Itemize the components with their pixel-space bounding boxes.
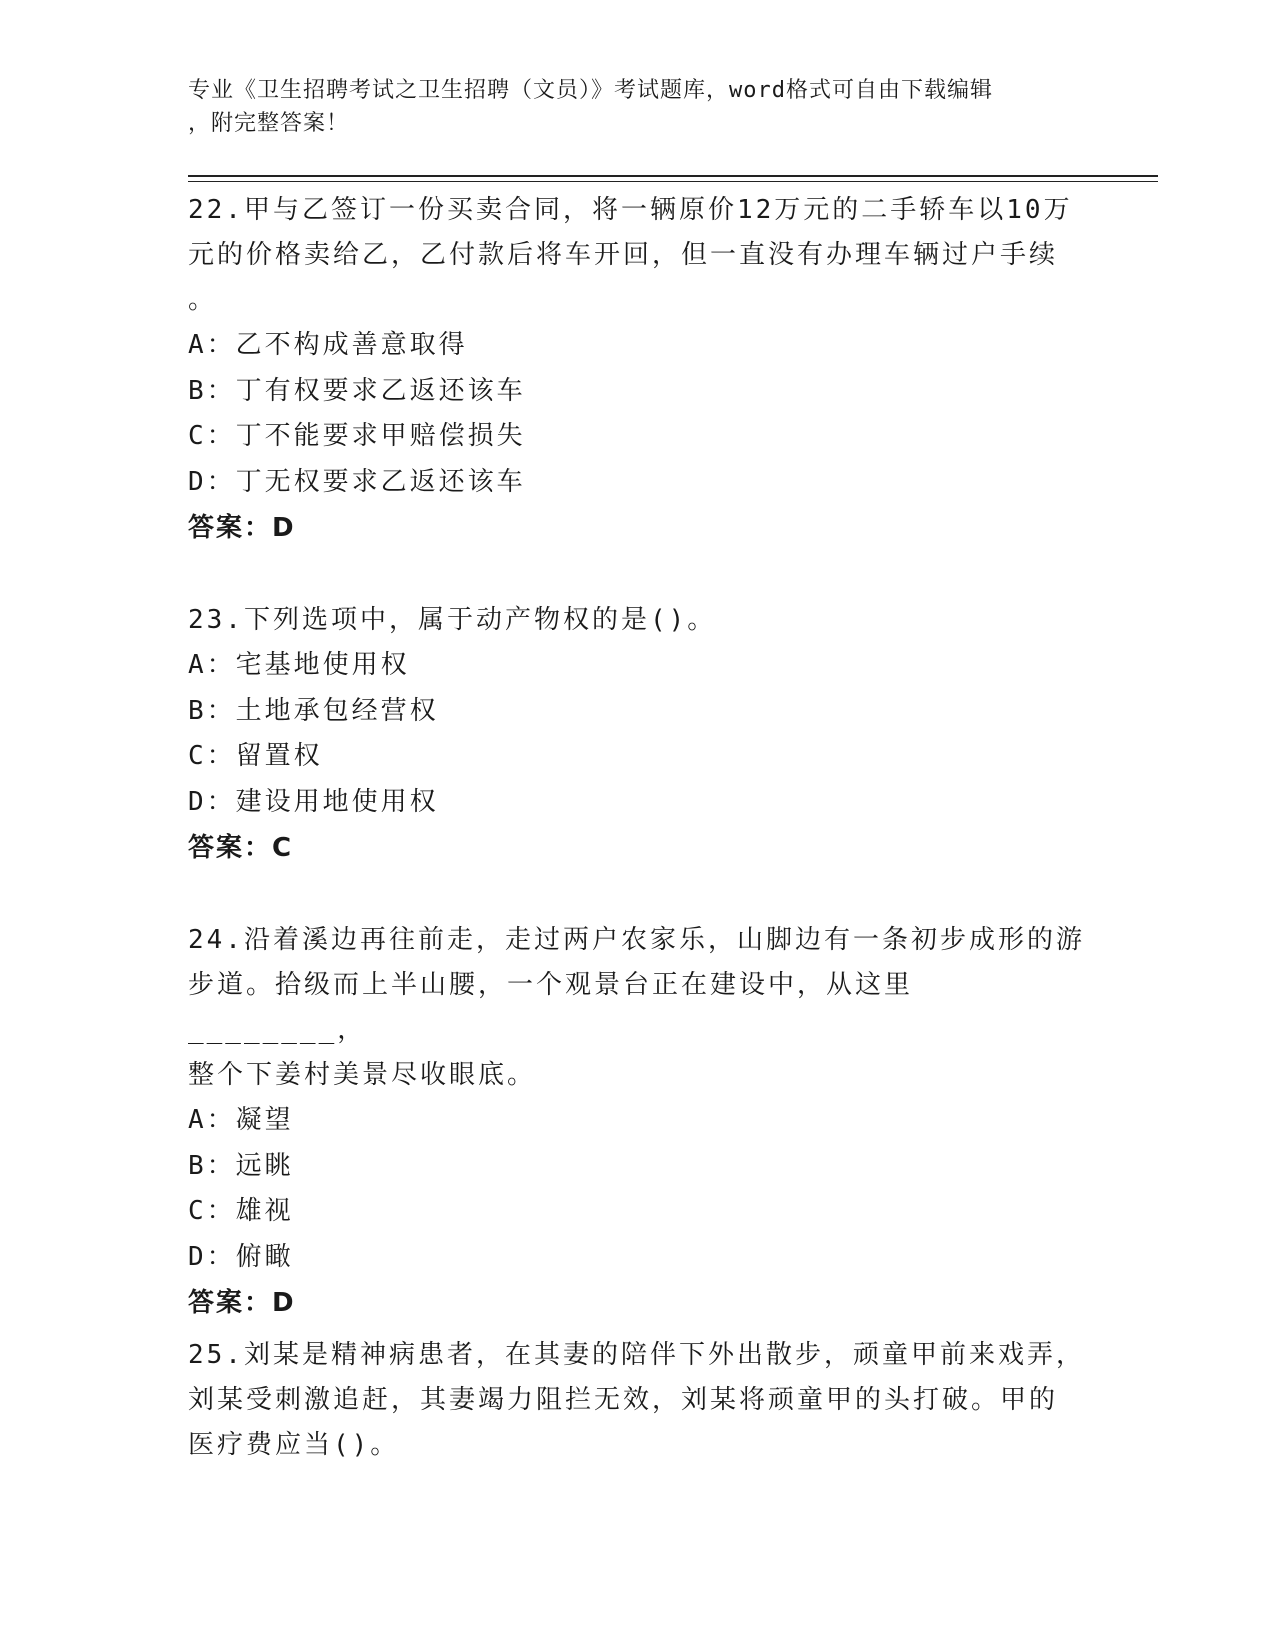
option-b: B：丁有权要求乙返还该车 xyxy=(188,375,526,406)
option-d: D：俯瞰 xyxy=(188,1241,294,1272)
question-stem-line: 医疗费应当()。 xyxy=(188,1430,400,1460)
option-c: C：雄视 xyxy=(188,1196,294,1226)
option-a: A：乙不构成善意取得 xyxy=(188,330,468,360)
header-divider-top xyxy=(188,175,1158,177)
option-a: A：宅基地使用权 xyxy=(188,650,410,680)
question-stem-line: 步道。拾级而上半山腰，一个观景台正在建设中，从这里________， xyxy=(188,970,914,1045)
question-22 xyxy=(188,188,1088,551)
question-stem-line: 元的价格卖给乙，乙付款后将车开回，但一直没有办理车辆过户手续 xyxy=(188,240,1059,270)
option-b: B：土地承包经营权 xyxy=(188,695,439,726)
question-stem-line: 整个下姜村美景尽收眼底。 xyxy=(188,1060,537,1090)
header-divider-bottom xyxy=(188,181,1158,182)
option-d: D：建设用地使用权 xyxy=(188,786,439,817)
option-c: C：留置权 xyxy=(188,741,323,771)
option-d: D：丁无权要求乙返还该车 xyxy=(188,466,526,497)
question-25 xyxy=(188,1333,1088,1468)
question-stem-line: 25.刘某是精神病患者，在其妻的陪伴下外出散步，顽童甲前来戏弄， xyxy=(188,1340,1085,1370)
answer-line: 答案：D xyxy=(188,513,296,543)
answer-line: 答案：C xyxy=(188,833,294,863)
option-c: C：丁不能要求甲赔偿损失 xyxy=(188,421,526,451)
question-23 xyxy=(188,598,1088,871)
header-line-2: ，附完整答案！ xyxy=(188,111,350,136)
question-stem-line: 刘某受刺激追赶，其妻竭力阻拦无效，刘某将顽童甲的头打破。甲的 xyxy=(188,1385,1059,1415)
header-line-1: 专业《卫生招聘考试之卫生招聘（文员）》考试题库，word格式可自由下载编辑 xyxy=(188,78,993,103)
option-a: A：凝望 xyxy=(188,1105,294,1135)
question-24 xyxy=(188,918,1088,1326)
option-b: B：远眺 xyxy=(188,1150,294,1181)
question-stem-line: 23.下列选项中，属于动产物权的是()。 xyxy=(188,605,717,635)
question-stem-line: 22.甲与乙签订一份买卖合同，将一辆原价12万元的二手轿车以10万 xyxy=(188,195,1073,225)
question-stem-line: 。 xyxy=(188,285,218,315)
document-header xyxy=(188,74,1068,140)
answer-line: 答案：D xyxy=(188,1288,296,1318)
question-stem-line: 24.沿着溪边再往前走，走过两户农家乐，山脚边有一条初步成形的游 xyxy=(188,925,1085,955)
